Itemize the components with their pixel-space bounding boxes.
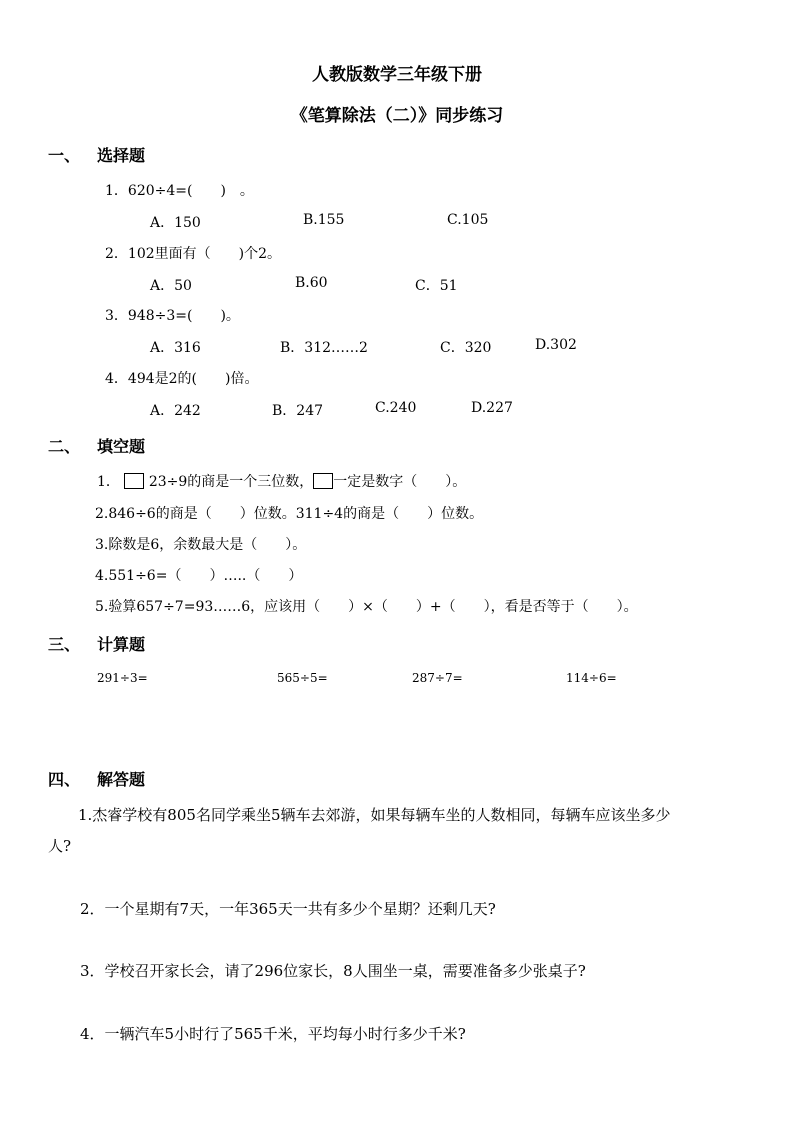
fill-question-3: 3.除数是6，余数最大是（ ）。 — [95, 537, 307, 553]
fill-q1-text-part1: 23÷9的商是一个三位数， — [148, 474, 314, 490]
calc-item-3: 287÷7= — [412, 671, 463, 685]
choice-question-1: 1．620÷4=( ) 。 — [105, 183, 254, 199]
page-subtitle: 《笔算除法（二）》同步练习 — [290, 106, 504, 126]
choice-q3-option-c: C．320 — [440, 340, 492, 356]
fill-question-5: 5.验算657÷7=93……6，应该用（ ）×（ ）+（ ），看是否等于（ ）。 — [95, 599, 638, 615]
fill-question-2: 2.846÷6的商是（ ）位数。311÷4的商是（ ）位数。 — [95, 506, 484, 522]
fill-question-1 — [97, 471, 466, 491]
section-4-number: 四、 — [48, 770, 81, 789]
choice-q4-option-a: A．242 — [150, 403, 201, 419]
calc-item-4: 114÷6= — [566, 671, 617, 685]
section-2-number: 二、 — [48, 437, 81, 456]
section-4-title: 解答题 — [97, 770, 146, 789]
word-problem-1-line-1: 1.杰睿学校有805名同学乘坐5辆车去郊游，如果每辆车坐的人数相同，每辆车应该坐多少 — [78, 806, 671, 824]
choice-q4-option-d: D.227 — [471, 400, 513, 416]
blank-box — [124, 473, 144, 489]
section-1-number: 一、 — [48, 146, 81, 165]
choice-q4-option-b: B．247 — [272, 403, 324, 419]
fill-q1-text-part2: 一定是数字（ ）。 — [333, 474, 467, 490]
choice-q2-option-c: C．51 — [415, 278, 458, 294]
choice-q1-option-a: A．150 — [150, 215, 201, 231]
choice-q3-option-a: A．316 — [150, 340, 201, 356]
word-problem-2: 2．一个星期有7天，一年365天一共有多少个星期？还剩几天? — [80, 900, 496, 918]
page-title: 人教版数学三年级下册 — [312, 65, 482, 85]
section-1-title: 选择题 — [97, 146, 146, 165]
section-3-title: 计算题 — [97, 635, 146, 654]
calc-item-1: 291÷3= — [97, 671, 148, 685]
calc-item-2: 565÷5= — [277, 671, 328, 685]
choice-question-3: 3．948÷3=( )。 — [105, 308, 240, 324]
word-problem-4: 4．一辆汽车5小时行了565千米，平均每小时行多少千米? — [80, 1025, 466, 1043]
section-2-title: 填空题 — [97, 437, 146, 456]
choice-question-4: 4．494是2的( )倍。 — [105, 371, 259, 387]
choice-q3-option-b: B．312……2 — [280, 340, 368, 356]
blank-box — [313, 473, 333, 489]
choice-question-2: 2．102里面有（ )个2。 — [105, 246, 281, 262]
fill-question-4: 4.551÷6=（ ）…..（ ） — [95, 568, 303, 584]
choice-q3-option-d: D.302 — [535, 337, 577, 353]
choice-q1-option-c: C.105 — [447, 212, 489, 228]
choice-q4-option-c: C.240 — [375, 400, 417, 416]
choice-q2-option-a: A．50 — [150, 278, 192, 294]
section-3-number: 三、 — [48, 635, 81, 654]
word-problem-1-line-2: 人? — [48, 837, 72, 855]
word-problem-3: 3．学校召开家长会，请了296位家长，8人围坐一桌，需要准备多少张桌子? — [80, 962, 586, 980]
choice-q1-option-b: B.155 — [303, 212, 345, 228]
fill-q1-number: 1． — [97, 474, 120, 490]
choice-q2-option-b: B.60 — [295, 275, 328, 291]
